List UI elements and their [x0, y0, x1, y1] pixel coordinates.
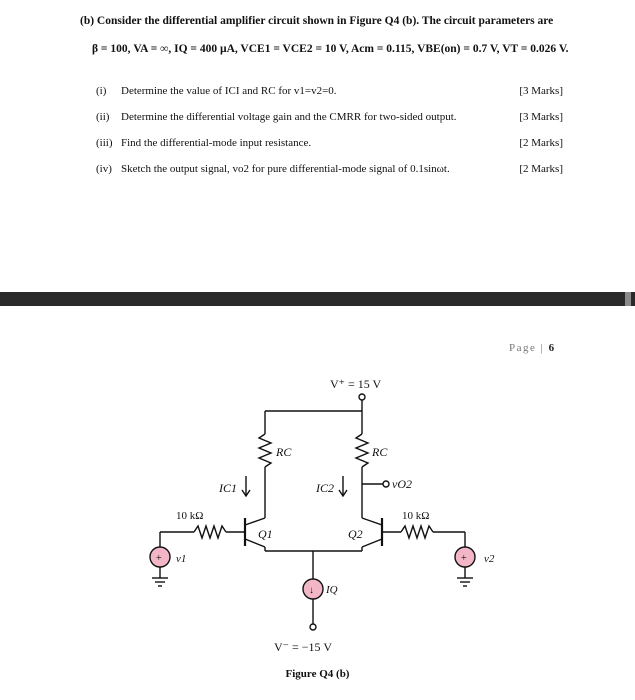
- item-number: (iv): [96, 163, 112, 175]
- rin2-resistor: [401, 526, 433, 538]
- vminus-label: V⁻ = −15 V: [274, 640, 332, 654]
- figure-reference: Figure Q4 (b): [349, 15, 417, 27]
- page-label: Page: [509, 342, 537, 354]
- rc2-label: RC: [372, 445, 388, 459]
- rc1-label: RC: [276, 445, 292, 459]
- scrollbar-thumb: [625, 292, 631, 306]
- rin1-label: 10 kΩ: [176, 510, 204, 522]
- ic1-label: IC1: [219, 481, 237, 495]
- ic2-label: IC2: [316, 481, 334, 495]
- q1-label: Q1: [258, 527, 273, 541]
- item-number: (iii): [96, 137, 113, 149]
- vo2-terminal: [383, 481, 389, 487]
- page-gap-bar: [0, 292, 635, 306]
- differential-amplifier-circuit: [0, 306, 635, 700]
- item-marks: [2 Marks]: [519, 137, 563, 149]
- figure-page: [0, 306, 635, 700]
- circuit-parameters: β = 100, VA = ∞, IQ = 400 µA, VCE1 = VCE2 = 10 V, Acm = 0.115, VBE(on) = 0.7 V, VT = 0.026 V.: [92, 43, 569, 55]
- v2-plus-sign: +: [461, 553, 467, 564]
- v1-label: v1: [176, 553, 187, 565]
- vo2-label: vO2: [392, 477, 412, 491]
- page-number-value: 6: [548, 342, 555, 354]
- rin1-resistor: [194, 526, 226, 538]
- vplus-terminal: [359, 394, 365, 400]
- rc2-resistor: [356, 434, 368, 467]
- item-marks: [2 Marks]: [519, 163, 563, 175]
- item-text: Determine the differential voltage gain and the CMRR for two-sided output.: [121, 111, 457, 123]
- vminus-terminal: [310, 624, 316, 630]
- v1-plus-sign: +: [156, 553, 162, 564]
- page-number: Page | 6: [509, 342, 555, 354]
- item-number: (i): [96, 85, 107, 97]
- item-text: Determine the value of ICI and RC for v1=v2=0.: [121, 85, 337, 97]
- rin2-label: 10 kΩ: [402, 510, 430, 522]
- rc1-resistor: [259, 434, 271, 467]
- iq-arrow-glyph: ↓: [309, 585, 314, 596]
- v2-label: v2: [484, 553, 495, 565]
- iq-label: IQ: [326, 584, 338, 596]
- item-number: (ii): [96, 111, 110, 123]
- vplus-label: V⁺ = 15 V: [330, 377, 382, 391]
- item-text: Find the differential-mode input resistance.: [121, 137, 312, 149]
- question-intro-b: . The circuit parameters are: [416, 15, 554, 27]
- item-marks: [3 Marks]: [519, 111, 563, 123]
- item-text: Sketch the output signal, vo2 for pure differential-mode signal of 0.1sinωt.: [121, 163, 450, 175]
- q2-label: Q2: [348, 527, 363, 541]
- question-intro-a: (b) Consider the differential amplifier circuit shown in: [80, 15, 350, 27]
- question-page: [0, 0, 635, 292]
- figure-caption: Figure Q4 (b): [285, 668, 350, 680]
- item-marks: [3 Marks]: [519, 85, 563, 97]
- question-intro: [80, 14, 600, 28]
